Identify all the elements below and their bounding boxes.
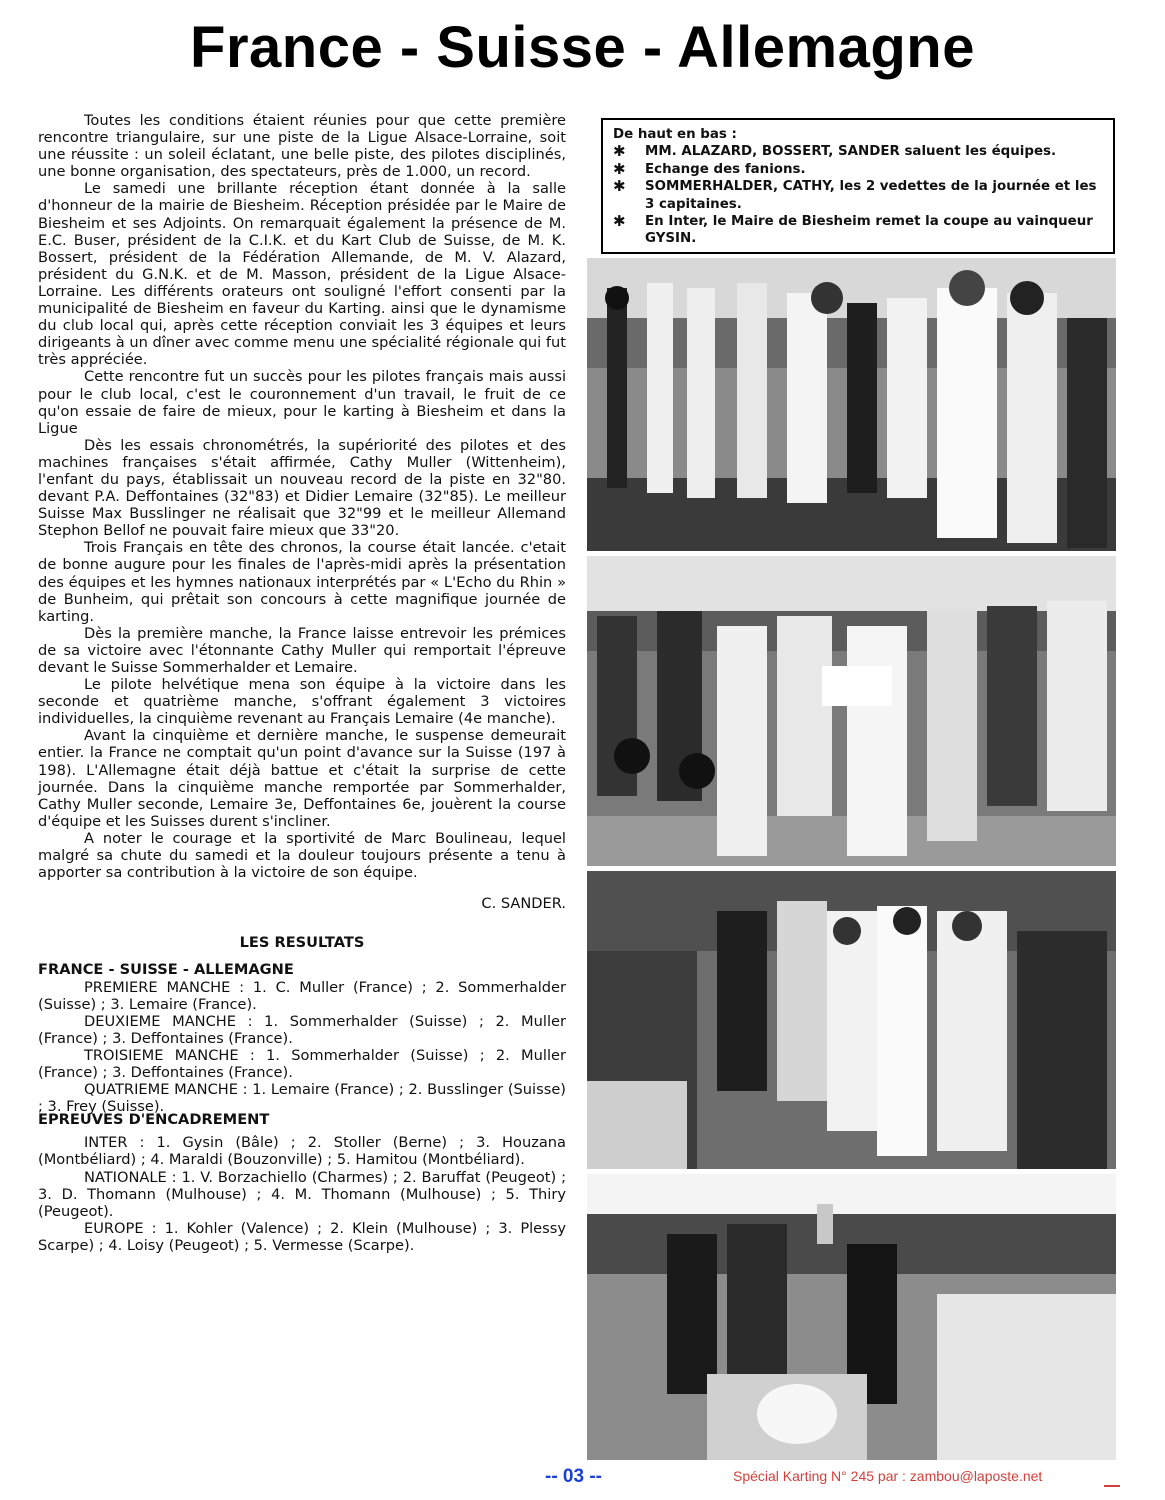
caption-text: SOMMERHALDER, CATHY, les 2 vedettes de la journée et les 3 capitaines.	[645, 179, 1097, 212]
caption-head: De haut en bas :	[613, 127, 737, 142]
photo-trophy-ceremony	[587, 1174, 1116, 1460]
results-subtitle: FRANCE - SUISSE - ALLEMAGNE	[38, 961, 294, 979]
caption-text: MM. ALAZARD, BOSSERT, SANDER saluent les équipes.	[645, 144, 1057, 160]
result-manche: DEUXIEME MANCHE : 1. Sommerhalder (Suisse) ; 2. Muller (France) ; 3. Deffontaines (France).	[38, 1012, 566, 1047]
photo-caption-box	[601, 118, 1115, 254]
page-title: France - Suisse - Allemagne	[190, 15, 975, 80]
caption-line	[613, 178, 1103, 213]
result-encadrement: EUROPE : 1. Kohler (Valence) ; 2. Klein (Mulhouse) ; 3. Plessy Scarpe) ; 4. Loisy (Peugeot) ; 5. Vermesse (Scarpe).	[38, 1219, 566, 1254]
article-paragraph: Avant la cinquième et dernière manche, le suspense demeurait entier. la France ne comptait qu'un point d'avance sur la Suisse (197 à 198). L'Allemagne était déjà battue et c'était la surprise de cette journée. Dans la cinquième manche remportée par Sommerhalder, Cathy Muller seconde, Lemaire 3e, Deffontaines 6e, jouèrent la course d'équipe et les Suisses durent s'incliner.	[38, 727, 566, 830]
caption-text: En Inter, le Maire de Biesheim remet la coupe au vainqueur GYSIN.	[645, 214, 1093, 247]
asterisk-icon: ✱	[613, 142, 626, 161]
photo-greeting-teams	[587, 258, 1116, 551]
caption-line	[613, 213, 1103, 248]
article-paragraph: Dès les essais chronométrés, la supériorité des pilotes et des machines françaises s'était affirmée, Cathy Muller (Wittenheim), l'enfant du pays, établissait un nouveau record de la piste en 32"80. devant P.A. Deffontaines (32"83) et Didier Lemaire (32"85). Le meilleur Suisse Max Busslinger ne réalisait que 32"99 et le meilleur Allemand Stephon Bellof ne pouvait faire mieux que 33"20.	[38, 436, 566, 540]
article-paragraph: Toutes les conditions étaient réunies pour que cette première rencontre triangulaire, sur une piste de la Ligue Alsace-Lorraine, soit une réussite : un soleil éclatant, une belle piste, des pilotes disciplinés, une bonne organisation, des spectateurs, près de 1.000, un record.	[38, 112, 566, 181]
article-paragraph: Cette rencontre fut un succès pour les pilotes français mais aussi pour le club local, c'est le couronnement d'un travail, le fruit de ce qu'on essaie de faire de mieux, pour le karting à Biesheim et dans la Ligue	[38, 368, 566, 437]
article-column	[38, 112, 566, 1254]
caption-line	[613, 161, 1103, 178]
article-paragraph: A noter le courage et la sportivité de Marc Boulineau, lequel malgré sa chute du samedi et la douleur toujours présente a tenu à apporter sa contribution à la victoire de son équipe.	[38, 829, 566, 882]
asterisk-icon: ✱	[613, 212, 626, 231]
result-manche: TROISIEME MANCHE : 1. Sommerhalder (Suisse) ; 2. Muller (France) ; 3. Deffontaines (France).	[38, 1046, 566, 1081]
footer-dash	[1104, 1485, 1120, 1487]
article-paragraph: Trois Français en tête des chronos, la course était lancée. c'etait de bonne augure pour les finales de l'après-midi après la présentation des équipes et les hymnes nationaux interprétés par « L'Echo du Rhin » de Bunheim, qui prêtait son concours à cette magnifique journée de karting.	[38, 539, 566, 625]
article-paragraph: Le pilote helvétique mena son équipe à la victoire dans les seconde et quatrième manche, s'offrant également 3 victoires individuelles, la cinquième revenant au Français Lemaire (4e manche).	[38, 676, 566, 728]
results-title: LES RESULTATS	[239, 934, 365, 952]
article-paragraph: Dès la première manche, la France laisse entrevoir les prémices de sa victoire avec l'étonnante Cathy Muller qui remportait l'épreuve devant le Suisse Sommerhalder et Lemaire.	[38, 624, 566, 676]
article-signature: C. SANDER.	[481, 895, 566, 913]
caption-line	[613, 143, 1103, 160]
encadrement-title: EPREUVES D'ENCADREMENT	[38, 1111, 270, 1129]
page-number: -- 03 --	[545, 1466, 602, 1487]
result-encadrement: NATIONALE : 1. V. Borzachiello (Charmes) ; 2. Baruffat (Peugeot) ; 3. D. Thomann (Mulhouse) ; 4. M. Thomann (Mulhouse) ; 5. Thiry (Peugeot).	[38, 1168, 566, 1220]
footer-credit: Spécial Karting N° 245 par : zambou@laposte.net	[733, 1468, 1043, 1484]
result-manche: PREMIERE MANCHE : 1. C. Muller (France) ; 2. Sommerhalder (Suisse) ; 3. Lemaire (France).	[38, 978, 566, 1013]
asterisk-icon: ✱	[613, 177, 626, 196]
result-encadrement: INTER : 1. Gysin (Bâle) ; 2. Stoller (Berne) ; 3. Houzana (Montbéliard) ; 4. Maraldi (Bouzonville) ; 5. Hamitou (Montbéliard).	[38, 1134, 566, 1169]
caption-text: Echange des fanions.	[645, 161, 806, 177]
article-paragraph: Le samedi une brillante réception étant donnée à la salle d'honneur de la mairie de Biesheim. Réception présidée par le Maire de Biesheim et ses Adjoints. On remarquait également la présence de M. E.C. Buser, président de la C.I.K. et du Kart Club de Suisse, de M. K. Bossert, président de la Fédération Allemande, de M. V. Alazard, président du G.N.K. et de M. Masson, président de la Ligue Alsace-Lorraine. Les différents orateurs ont souligné l'effort consenti par la municipalité de Biesheim en faveur du Karting. ainsi que le dynamisme du club local qui, après cette réception conviait les 3 équipes et leurs dirigeants à un dîner avec comme menu une spécialité régionale qui fut très appréciée.	[38, 180, 566, 369]
photo-stars-and-captains	[587, 871, 1116, 1169]
asterisk-icon: ✱	[613, 159, 626, 178]
photo-pennant-exchange	[587, 556, 1116, 866]
result-manche: QUATRIEME MANCHE : 1. Lemaire (France) ; 2. Busslinger (Suisse) ; 3. Frey (Suisse).	[38, 1081, 566, 1116]
